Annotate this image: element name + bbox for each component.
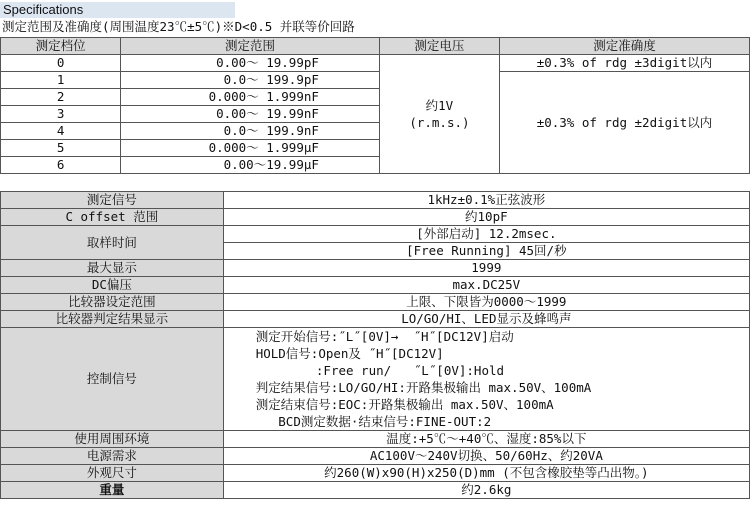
sampling-value-free: [Free Running] 45回/秒: [223, 243, 749, 260]
spec-title: Specifications: [0, 2, 235, 18]
dcbias-value: max.DC25V: [223, 277, 749, 294]
col-voltage: 测定电压: [379, 38, 499, 55]
control-line: 测定结束信号:EOC:开路集极输出 max.50V、100mA: [255, 397, 554, 412]
sampling-label: 取样时间: [1, 226, 224, 260]
range-cell: 0.00～ 19.99pF: [121, 55, 380, 72]
env-label: 使用周围环境: [1, 431, 224, 448]
control-line: BCD测定数据·结束信号:FINE-OUT:2: [255, 414, 492, 429]
voltage-cell: [379, 55, 499, 174]
control-line: HOLD信号:Open及 ˝H˝[DC12V]: [255, 346, 444, 361]
level-cell: 5: [1, 140, 121, 157]
comp-range-label: 比较器设定范围: [1, 294, 224, 311]
comp-result-label: 比较器判定结果显示: [1, 311, 224, 328]
table-row: [1, 294, 750, 311]
signal-value: 1kHz±0.1%正弦波形: [223, 192, 749, 209]
control-value: [223, 328, 749, 431]
weight-value: 约2.6kg: [223, 482, 749, 499]
table-row: [1, 431, 750, 448]
control-label: 控制信号: [1, 328, 224, 431]
table-row: [1, 260, 750, 277]
voltage-unit: (r.m.s.): [409, 115, 470, 130]
range-table-header: [1, 38, 750, 55]
range-cell: 0.0～ 199.9pF: [121, 72, 380, 89]
table-row: [1, 311, 750, 328]
voltage-value: 约1V: [425, 98, 454, 113]
display-value: 1999: [223, 260, 749, 277]
control-line: 判定结果信号:LO/GO/HI:开路集极输出 max.50V、100mA: [255, 380, 592, 395]
level-cell: 2: [1, 89, 121, 106]
accuracy-cell-0: ±0.3% of rdg ±3digit以内: [499, 55, 749, 72]
comp-result-value: LO/GO/HI、LED显示及蜂鸣声: [223, 311, 749, 328]
level-cell: 1: [1, 72, 121, 89]
level-cell: 0: [1, 55, 121, 72]
level-cell: 4: [1, 123, 121, 140]
weight-label: 重量: [1, 482, 224, 499]
col-range: 测定范围: [121, 38, 380, 55]
dcbias-label: DC偏压: [1, 277, 224, 294]
range-cell: 0.00～19.99μF: [121, 157, 380, 174]
table-row: [1, 465, 750, 482]
accuracy-cell-rest: ±0.3% of rdg ±2digit以内: [499, 72, 749, 174]
table-row: [1, 448, 750, 465]
col-accuracy: 测定准确度: [499, 38, 749, 55]
spec-subtitle: 测定范围及准确度(周围温度23℃±5℃)※D<0.5 并联等价回路: [2, 19, 355, 34]
table-row: [1, 482, 750, 499]
table-row: [1, 277, 750, 294]
range-cell: 0.0～ 199.9nF: [121, 123, 380, 140]
range-table: [0, 37, 750, 174]
comp-range-value: 上限、下限皆为0000～1999: [223, 294, 749, 311]
display-label: 最大显示: [1, 260, 224, 277]
range-cell: 0.000～ 1.999μF: [121, 140, 380, 157]
level-cell: 6: [1, 157, 121, 174]
sampling-value-external: [外部启动] 12.2msec.: [223, 226, 749, 243]
level-cell: 3: [1, 106, 121, 123]
table-row: [1, 55, 750, 72]
table-row: [1, 226, 750, 243]
control-line: :Free run/ ˝L˝[0V]:Hold: [255, 363, 505, 378]
power-label: 电源需求: [1, 448, 224, 465]
table-row: [1, 328, 750, 431]
control-line: 测定开始信号:˝L˝[0V]→ ˝H˝[DC12V]启动: [255, 329, 514, 344]
env-value: 温度:+5℃～+40℃、湿度:85%以下: [223, 431, 749, 448]
signal-label: 测定信号: [1, 192, 224, 209]
range-cell: 0.000～ 1.999nF: [121, 89, 380, 106]
table-row: [1, 192, 750, 209]
table-row: [1, 72, 750, 89]
size-label: 外观尺寸: [1, 465, 224, 482]
size-value: 约260(W)x90(H)x250(D)mm (不包含橡胶垫等凸出物。): [223, 465, 749, 482]
col-level: 测定档位: [1, 38, 121, 55]
table-row: [1, 209, 750, 226]
spec-table: [0, 191, 750, 499]
power-value: AC100V～240V切换、50/60Hz、约20VA: [223, 448, 749, 465]
offset-value: 约10pF: [223, 209, 749, 226]
range-cell: 0.00～ 19.99nF: [121, 106, 380, 123]
offset-label: C offset 范围: [1, 209, 224, 226]
